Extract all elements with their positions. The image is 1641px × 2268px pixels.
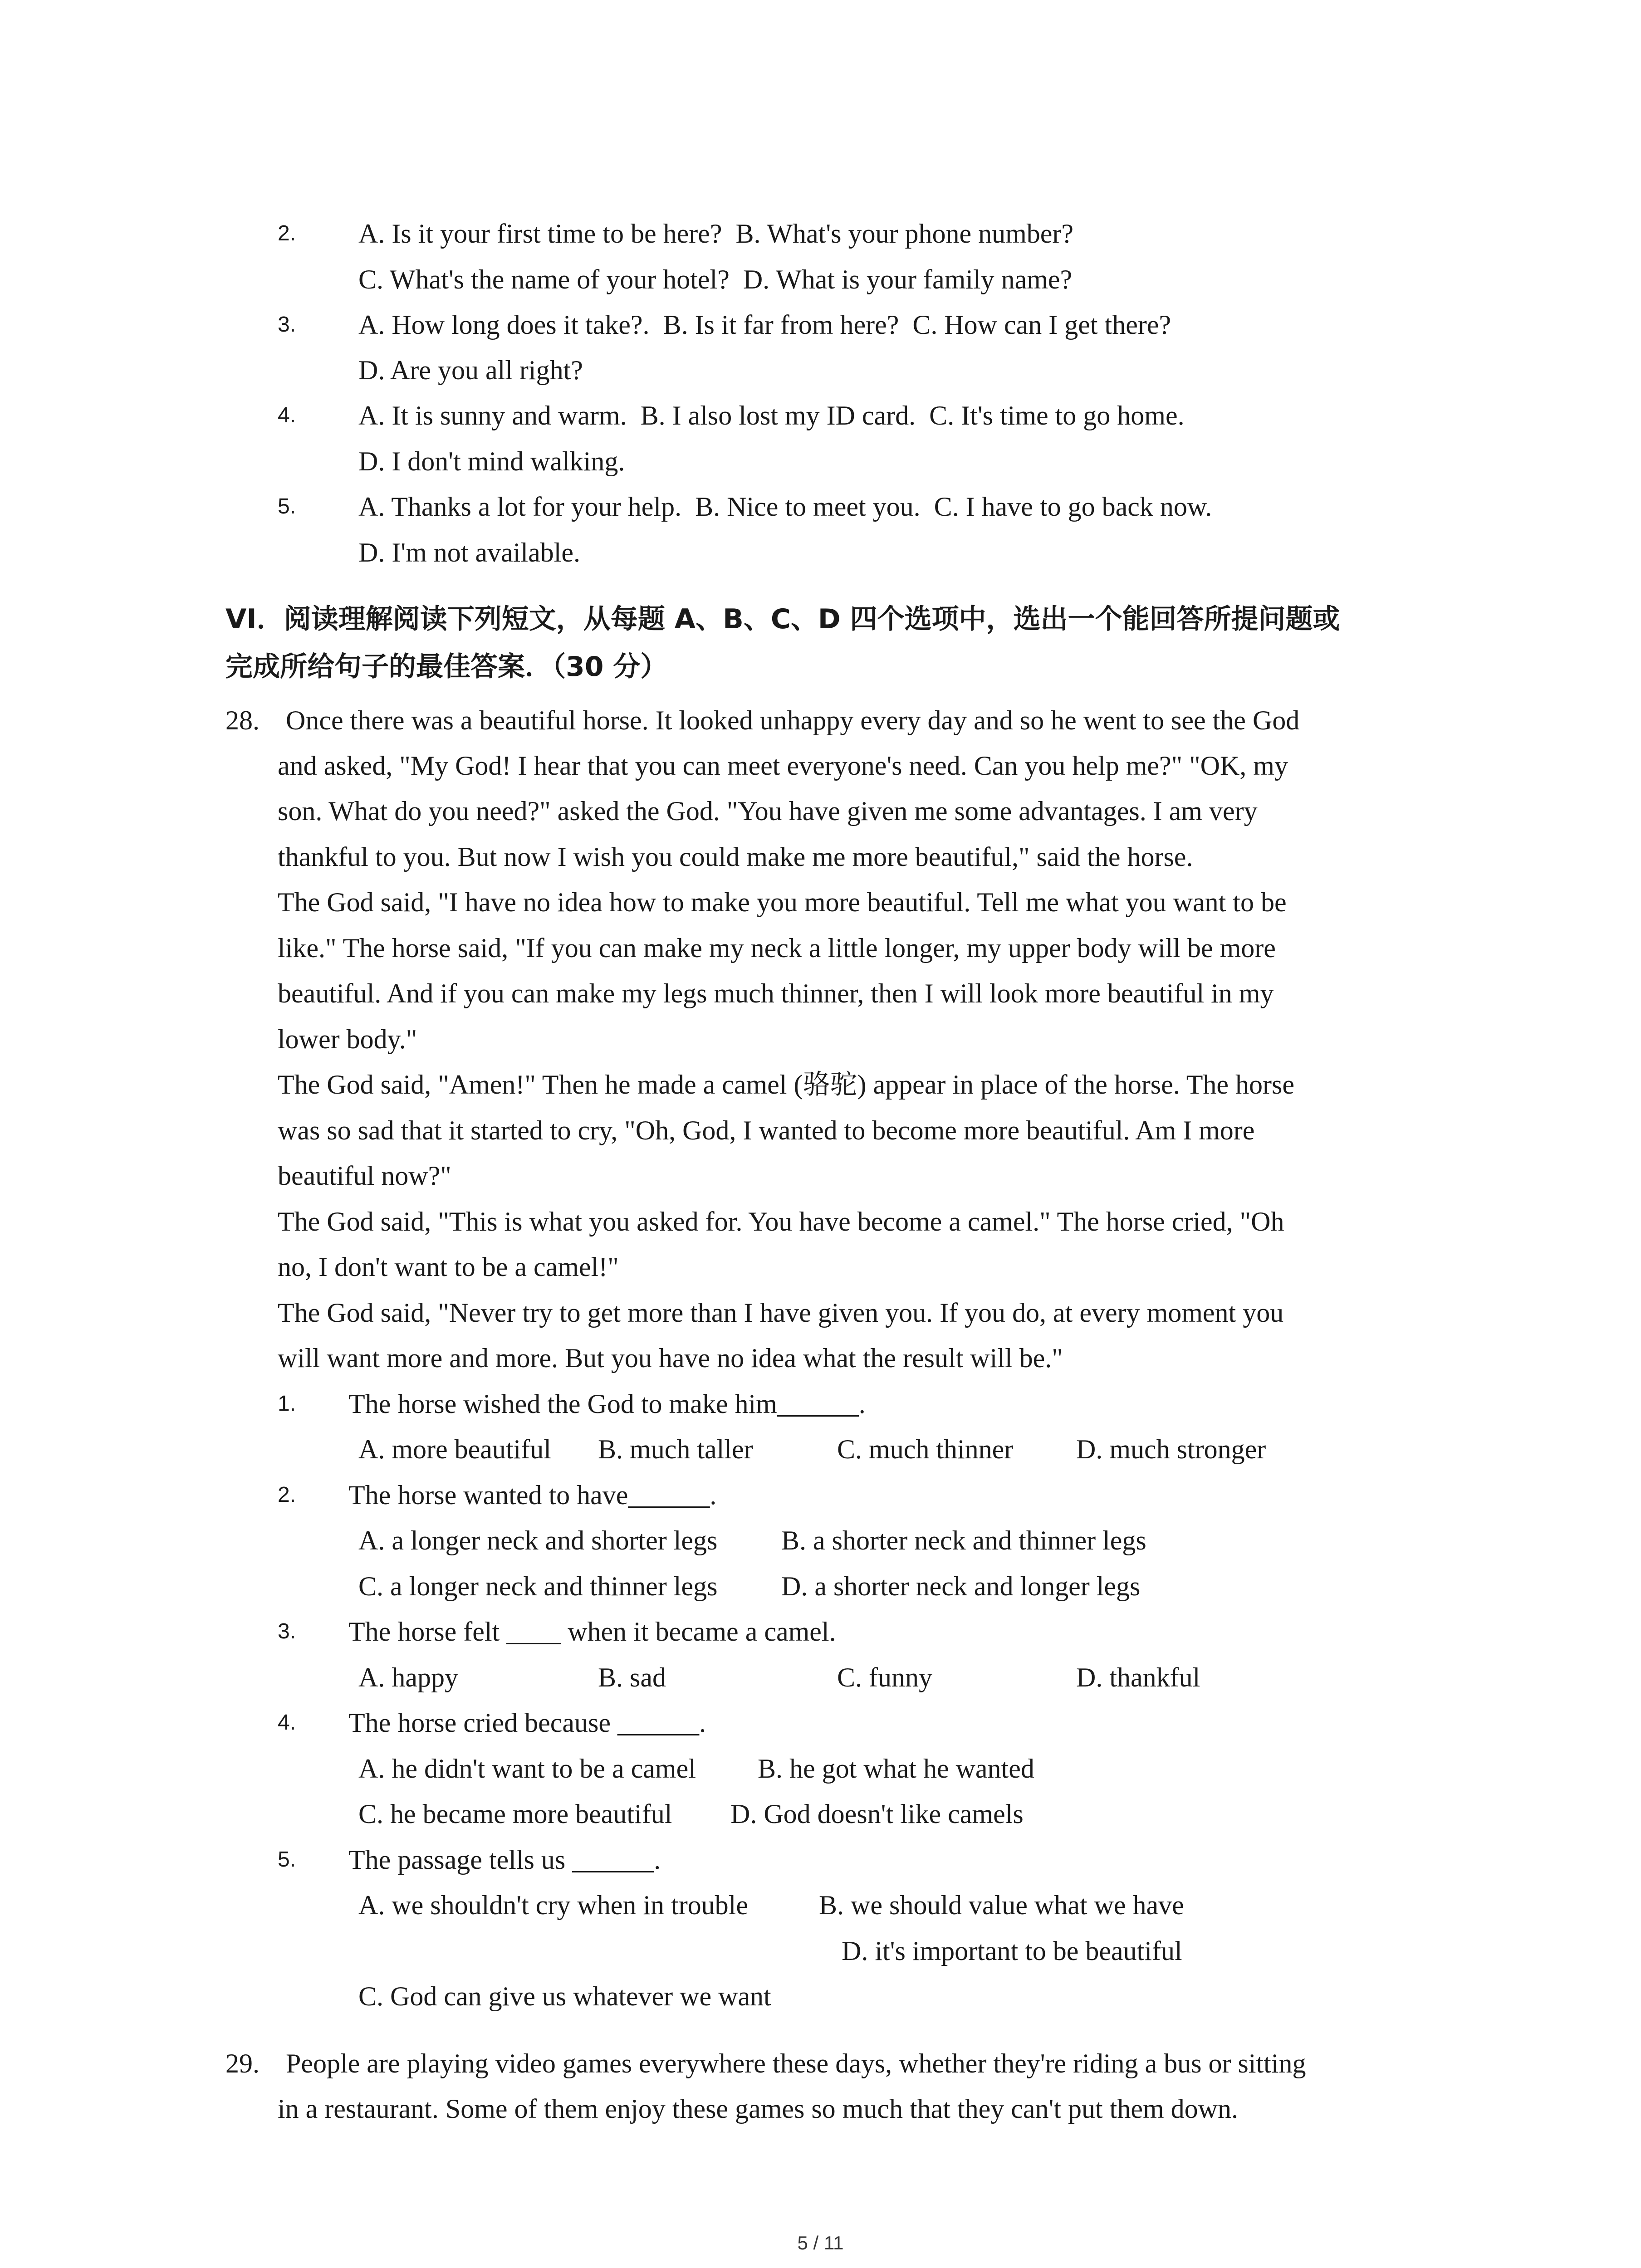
passage-line: and asked, "My God! I hear that you can meet everyone's need. Can you help me?" "OK, my xyxy=(278,751,1288,781)
option-a: A. he didn't want to be a camel xyxy=(358,1754,696,1784)
option-d: D. thankful xyxy=(1076,1662,1200,1692)
question-number: 5. xyxy=(278,1848,296,1872)
option-b: B. he got what he wanted xyxy=(758,1754,1034,1784)
option-a: A. a longer neck and shorter legs xyxy=(358,1525,718,1555)
passage-line: lower body." xyxy=(278,1024,417,1054)
prev-question-line: A. Thanks a lot for your help. B. Nice to meet you. C. I have to go back now. xyxy=(358,492,1212,522)
passage-number: 28. xyxy=(225,705,260,735)
question-stem: The horse wanted to have______. xyxy=(348,1480,717,1510)
passage-line: thankful to you. But now I wish you could make me more beautiful," said the horse. xyxy=(278,842,1193,872)
question-number: 4. xyxy=(278,1711,296,1735)
option-c: C. he became more beautiful xyxy=(358,1799,672,1829)
option-b: B. a shorter neck and thinner legs xyxy=(781,1525,1146,1555)
passage-line: Once there was a beautiful horse. It looked unhappy every day and so he went to see the God xyxy=(286,705,1300,735)
option-a: A. we shouldn't cry when in trouble xyxy=(358,1890,748,1920)
option-c: C. funny xyxy=(837,1662,932,1692)
option-b: B. sad xyxy=(598,1662,666,1692)
question-stem: The horse cried because ______. xyxy=(348,1708,706,1738)
prev-question-number: 2. xyxy=(278,221,296,245)
prev-question-line: D. I don't mind walking. xyxy=(358,446,625,476)
question-stem: The passage tells us ______. xyxy=(348,1845,661,1875)
option-b: B. much taller xyxy=(598,1434,753,1464)
prev-question-line: A. It is sunny and warm. B. I also lost my ID card. C. It's time to go home. xyxy=(358,401,1185,430)
option-d: D. it's important to be beautiful xyxy=(842,1936,1182,1966)
passage-line: The God said, "I have no idea how to make you more beautiful. Tell me what you want to be xyxy=(278,887,1287,917)
question-number: 3. xyxy=(278,1619,296,1643)
passage-line: will want more and more. But you have no idea what the result will be." xyxy=(278,1343,1063,1373)
passage-line: The God said, "Amen!" Then he made a camel (骆驼) appear in place of the horse. The horse xyxy=(278,1070,1294,1100)
page-number: 5 / 11 xyxy=(797,2232,844,2253)
prev-question-line: D. I'm not available. xyxy=(358,538,580,567)
question-stem: The horse felt ____ when it became a camel. xyxy=(348,1617,836,1647)
option-d: D. much stronger xyxy=(1076,1434,1266,1464)
prev-question-number: 3. xyxy=(278,313,296,337)
option-c: C. much thinner xyxy=(837,1434,1014,1464)
option-d: D. God doesn't like camels xyxy=(730,1799,1024,1829)
question-stem: The horse wished the God to make him______. xyxy=(348,1389,866,1419)
question-number: 2. xyxy=(278,1483,296,1507)
prev-question-line: C. What's the name of your hotel? D. What is your family name? xyxy=(358,264,1073,294)
passage-line: son. What do you need?" asked the God. "You have given me some advantages. I am very xyxy=(278,796,1258,826)
passage-number: 29. xyxy=(225,2048,260,2078)
passage-line: The God said, "Never try to get more than I have given you. If you do, at every moment you xyxy=(278,1298,1284,1328)
section-heading: 完成所给句子的最佳答案．（30 分） xyxy=(225,651,668,683)
passage-line: in a restaurant. Some of them enjoy these games so much that they can't put them down. xyxy=(278,2094,1238,2124)
option-d: D. a shorter neck and longer legs xyxy=(781,1571,1141,1601)
prev-question-number: 4. xyxy=(278,403,296,427)
option-c: C. a longer neck and thinner legs xyxy=(358,1571,718,1601)
prev-question-line: A. How long does it take?. B. Is it far from here? C. How can I get there? xyxy=(358,310,1171,340)
passage-line: The God said, "This is what you asked for. You have become a camel." The horse cried, "Oh xyxy=(278,1207,1284,1237)
passage-line: People are playing video games everywhere these days, whether they're riding a bus or sitting xyxy=(286,2048,1306,2078)
passage-line: no, I don't want to be a camel!" xyxy=(278,1252,619,1282)
prev-question-number: 5. xyxy=(278,494,296,518)
section-heading: VI．阅读理解阅读下列短文，从每题 A、B、C、D 四个选项中，选出一个能回答所提问题或 xyxy=(225,603,1340,635)
option-b: B. we should value what we have xyxy=(819,1890,1184,1920)
option-a: A. happy xyxy=(358,1662,458,1692)
option-a: A. more beautiful xyxy=(358,1434,551,1464)
passage-line: beautiful. And if you can make my legs much thinner, then I will look more beautiful in my xyxy=(278,978,1274,1008)
prev-question-line: A. Is it your first time to be here? B. What's your phone number? xyxy=(358,219,1073,249)
option-c: C. God can give us whatever we want xyxy=(358,1981,771,2011)
passage-line: beautiful now?" xyxy=(278,1161,451,1191)
prev-question-line: D. Are you all right? xyxy=(358,355,583,385)
passage-line: like." The horse said, "If you can make my neck a little longer, my upper body will be more xyxy=(278,933,1276,963)
question-number: 1. xyxy=(278,1392,296,1416)
passage-line: was so sad that it started to cry, "Oh, God, I wanted to become more beautiful. Am I more xyxy=(278,1115,1255,1145)
